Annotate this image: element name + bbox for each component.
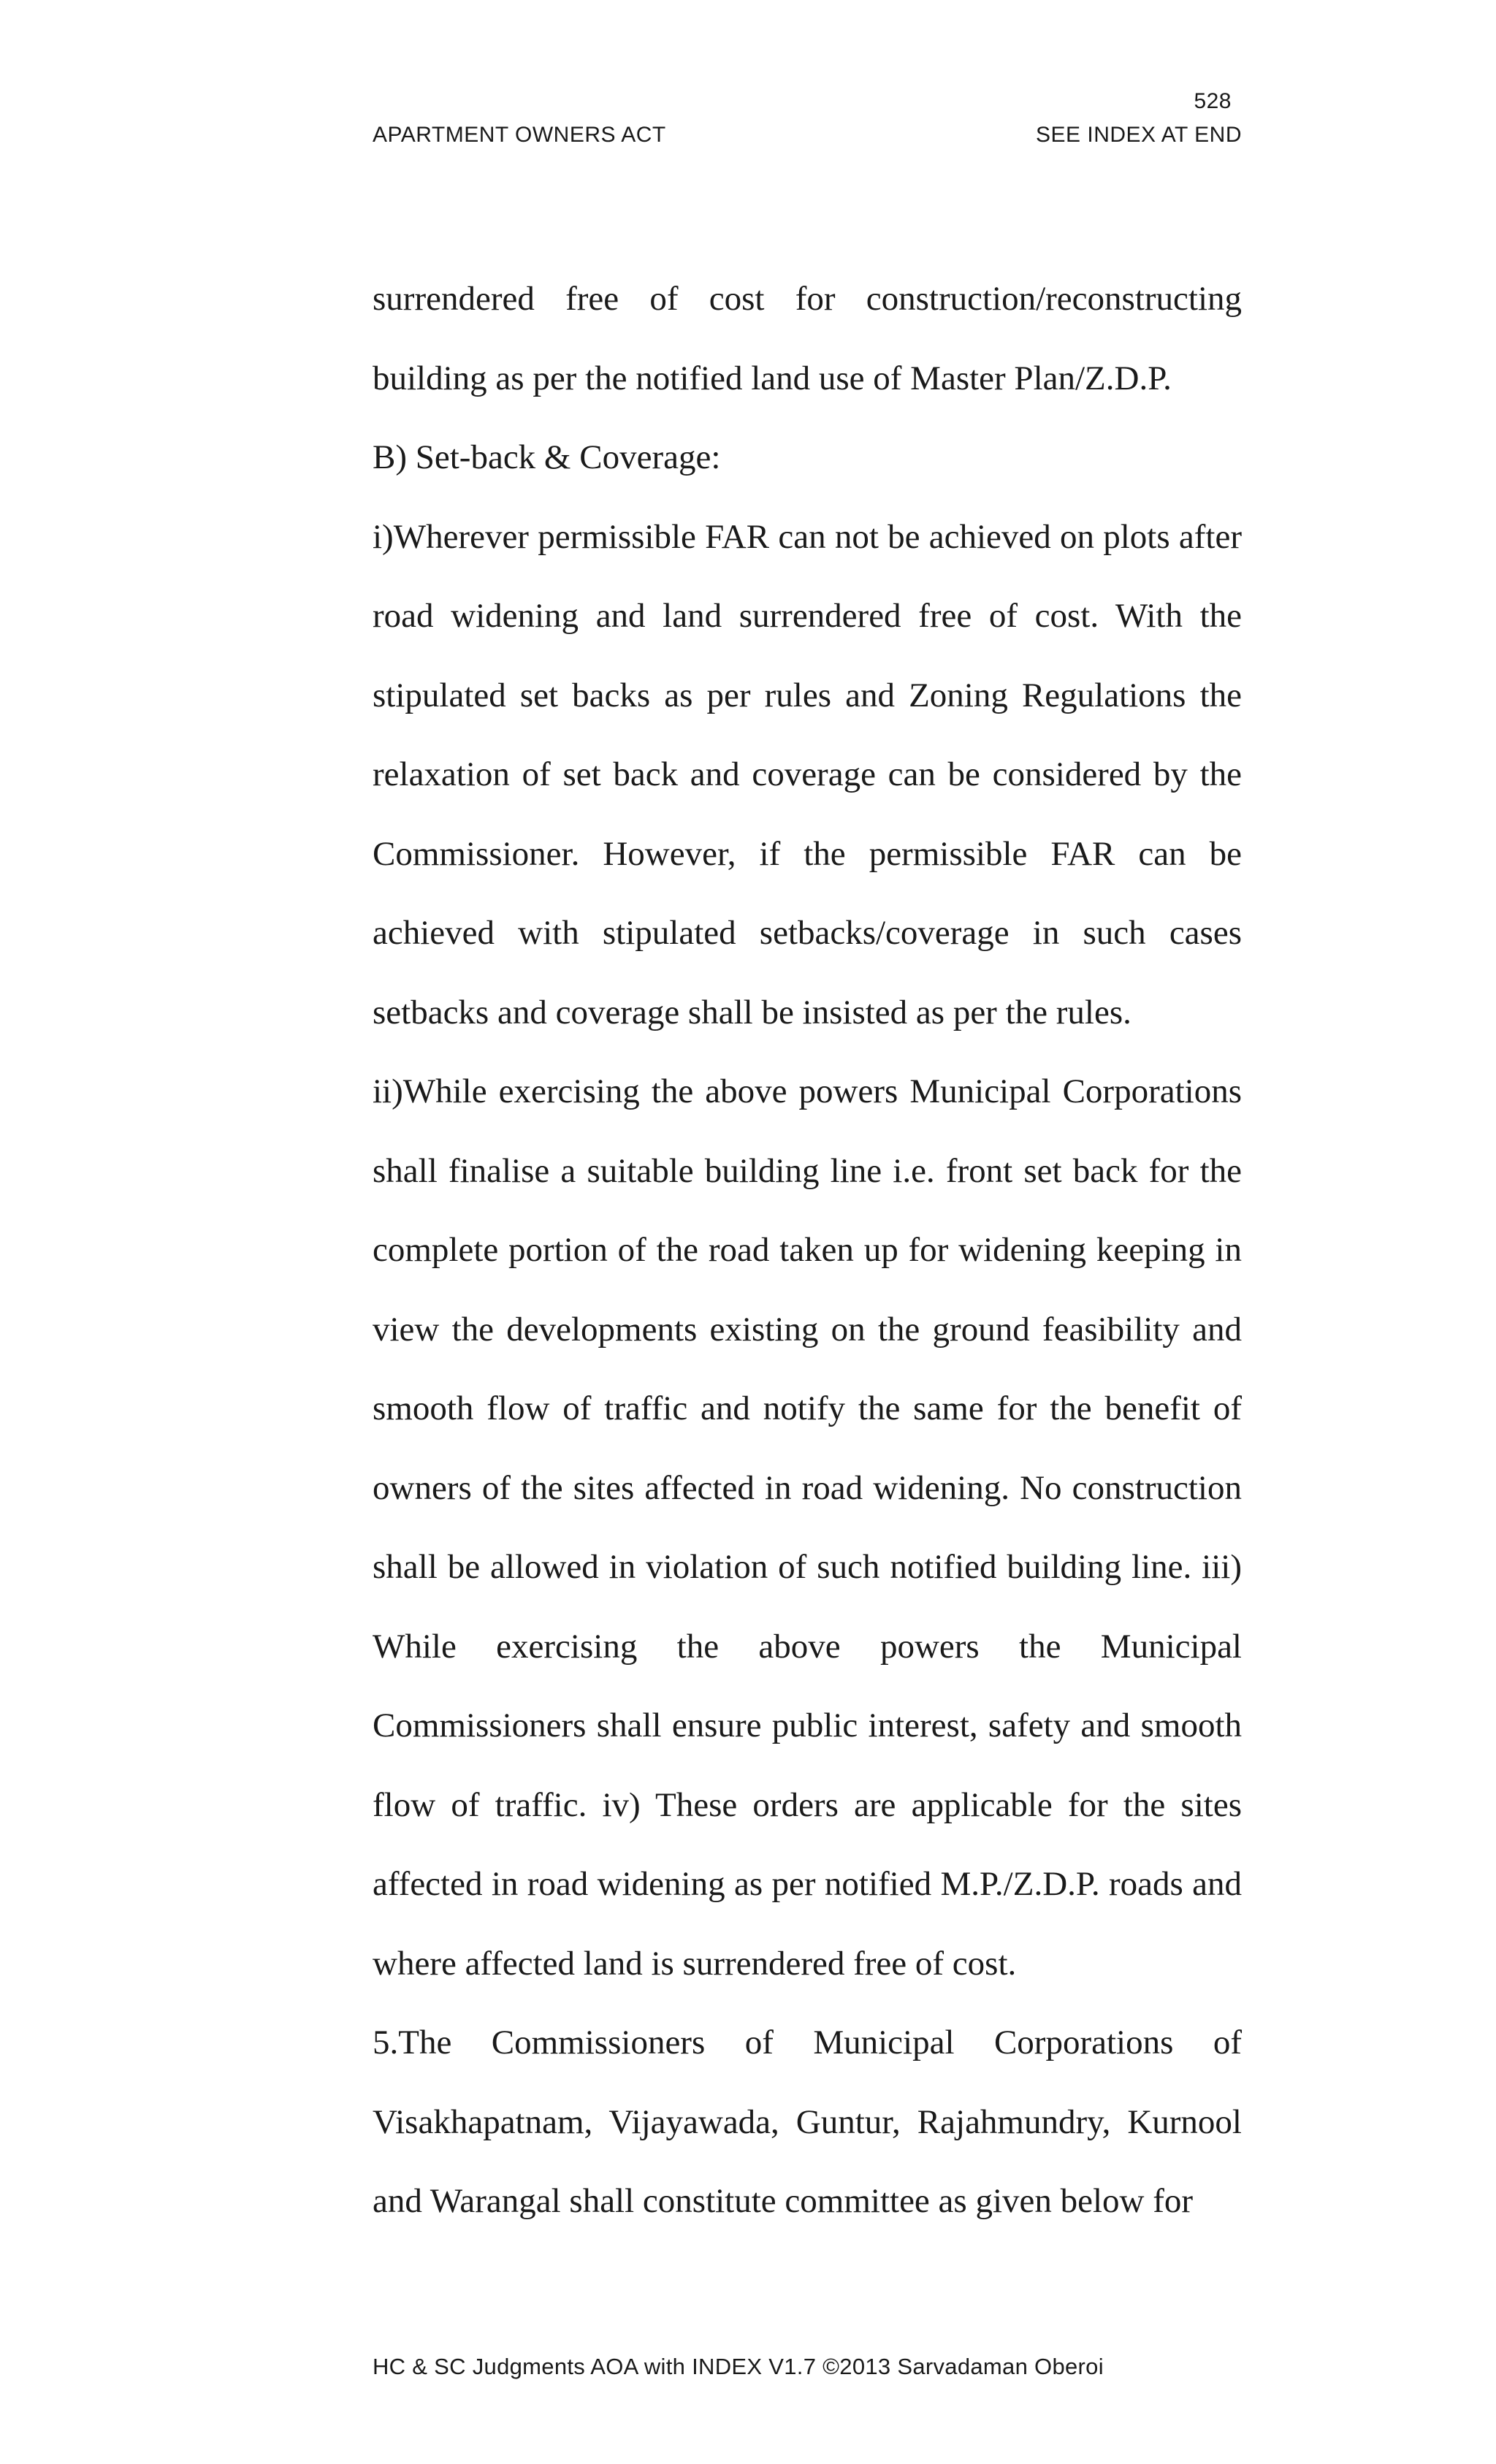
document-body — [373, 259, 1242, 2241]
section-heading: B) Set-back & Coverage: — [373, 438, 721, 476]
paragraph-item-5: 5.The Commissioners of Municipal Corporations of Visakhapatnam, Vijayawada, Guntur, Rajahmundry, Kurnool and Warangal shall constitute committee as given below for — [373, 2024, 1242, 2220]
paragraph-clause-ii: ii)While exercising the above powers Municipal Corporations shall finalise a suitable building line i.e. front set back for the complete portion of the road taken up for widening keeping in view the developments existing on the ground feasibility and smooth flow of traffic and notify the same for the benefit of owners of the sites affected in road widening. No construction shall be allowed in violation of such notified building line. iii) While exercising the above powers the Municipal Commissioners shall ensure public interest, safety and smooth flow of traffic. iv) These orders are applicable for the sites affected in road widening as per notified M.P./Z.D.P. roads and where affected land is surrendered free of cost. — [373, 1072, 1242, 1983]
header-index-note: SEE INDEX AT END — [1036, 123, 1242, 147]
page-number: 528 — [1194, 89, 1232, 113]
paragraph-clause-i: i)Wherever permissible FAR can not be achieved on plots after road widening and land surrendered free of cost. With the stipulated set backs as per rules and Zoning Regulations the relaxation of set back and coverage can be considered by the Commissioner. However, if the permissible FAR can be achieved with stipulated setbacks/coverage in such cases setbacks and coverage shall be insisted as per the rules. — [373, 517, 1242, 1031]
page-footer: HC & SC Judgments AOA with INDEX V1.7 ©2013 Sarvadaman Oberoi — [373, 2354, 1104, 2379]
running-header — [373, 123, 1242, 148]
header-title: APARTMENT OWNERS ACT — [373, 123, 666, 147]
paragraph-continuation: surrendered free of cost for construction/reconstructing building as per the notified land use of Master Plan/Z.D.P. — [373, 280, 1242, 397]
